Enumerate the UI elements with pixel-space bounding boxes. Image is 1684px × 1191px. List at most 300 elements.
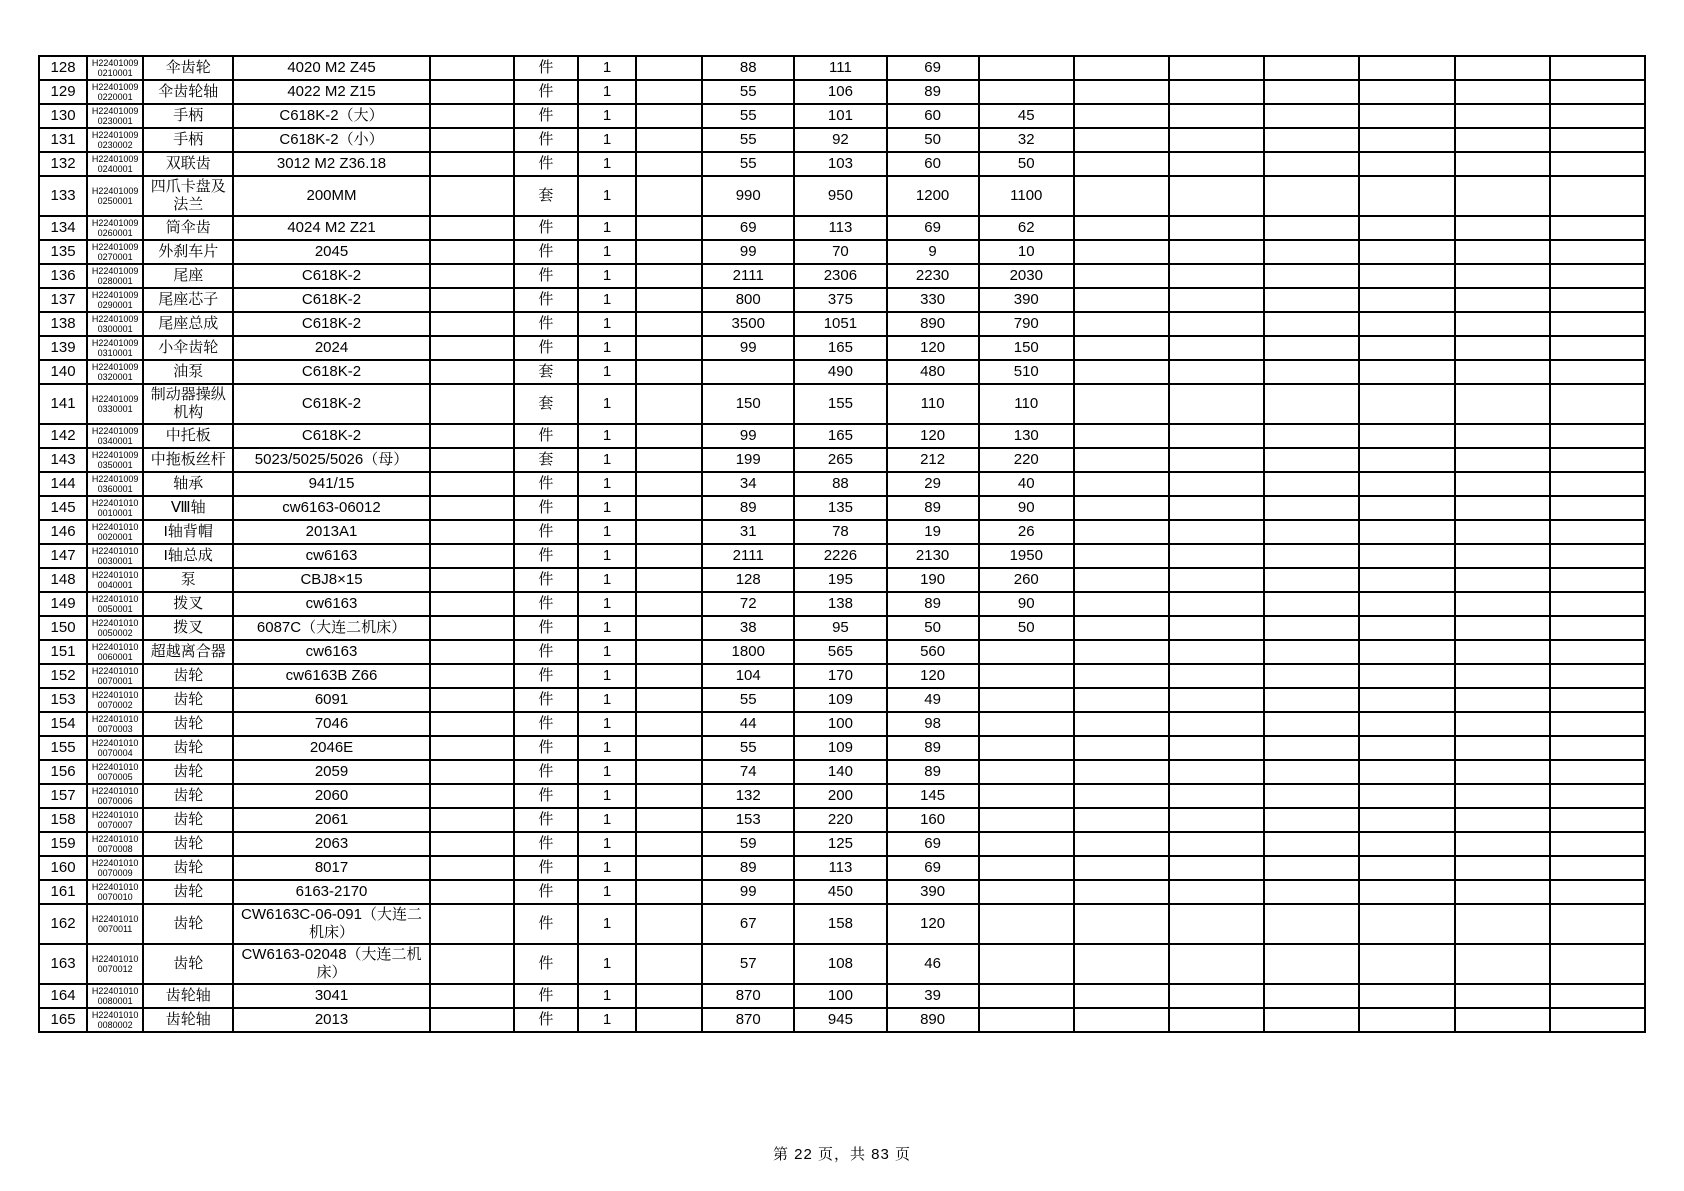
empty-cell: [1074, 640, 1169, 664]
empty-cell: [1169, 216, 1264, 240]
empty-cell: [1455, 448, 1550, 472]
price-2-cell: 78: [794, 520, 886, 544]
empty-cell: [636, 520, 702, 544]
part-code-line-1: H22401009: [91, 394, 139, 404]
empty-cell: [1550, 176, 1645, 216]
empty-cell: [636, 312, 702, 336]
part-name-cell: 手柄: [143, 128, 233, 152]
row-number-cell: 133: [39, 176, 87, 216]
unit-cell: 件: [514, 264, 578, 288]
row-number-cell: 152: [39, 664, 87, 688]
part-code-line-1: H22401010: [91, 1010, 139, 1020]
row-number-cell: 136: [39, 264, 87, 288]
price-4-cell: [979, 1008, 1074, 1032]
part-code-cell: [87, 424, 143, 448]
row-number-cell: 165: [39, 1008, 87, 1032]
table-row: [39, 312, 1645, 336]
part-name-cell: 齿轮: [143, 856, 233, 880]
empty-cell: [1359, 568, 1454, 592]
price-1-cell: 99: [702, 336, 794, 360]
empty-cell: [430, 288, 514, 312]
empty-cell: [1455, 688, 1550, 712]
empty-cell: [636, 808, 702, 832]
empty-cell: [1550, 128, 1645, 152]
empty-cell: [1074, 264, 1169, 288]
empty-cell: [1359, 520, 1454, 544]
empty-cell: [430, 544, 514, 568]
empty-cell: [636, 80, 702, 104]
empty-cell: [430, 944, 514, 984]
part-code-line-2: 0360001: [97, 484, 133, 494]
part-code-line-2: 0070008: [97, 844, 133, 854]
empty-cell: [1264, 216, 1359, 240]
empty-cell: [430, 240, 514, 264]
unit-cell: 件: [514, 80, 578, 104]
quantity-cell: 1: [578, 664, 636, 688]
empty-cell: [1264, 616, 1359, 640]
price-1-cell: 150: [702, 384, 794, 424]
part-spec-cell: C618K-2（大）: [233, 104, 429, 128]
empty-cell: [1074, 240, 1169, 264]
part-spec-cell: C618K-2: [233, 264, 429, 288]
part-code-line-1: H22401010: [91, 522, 139, 532]
empty-cell: [1074, 520, 1169, 544]
quantity-cell: 1: [578, 152, 636, 176]
empty-cell: [1169, 568, 1264, 592]
part-code-line-1: H22401010: [91, 858, 139, 868]
part-code-cell: [87, 712, 143, 736]
empty-cell: [1550, 856, 1645, 880]
empty-cell: [1169, 640, 1264, 664]
unit-cell: 件: [514, 904, 578, 944]
empty-cell: [430, 472, 514, 496]
price-1-cell: 990: [702, 176, 794, 216]
empty-cell: [1169, 472, 1264, 496]
part-name-cell: 齿轮: [143, 688, 233, 712]
price-4-cell: [979, 664, 1074, 688]
price-2-cell: 135: [794, 496, 886, 520]
empty-cell: [1359, 384, 1454, 424]
empty-cell: [1455, 128, 1550, 152]
price-3-cell: 46: [887, 944, 979, 984]
part-code-line-1: H22401010: [91, 738, 139, 748]
empty-cell: [1264, 360, 1359, 384]
unit-cell: 件: [514, 1008, 578, 1032]
price-4-cell: 220: [979, 448, 1074, 472]
row-number-cell: 143: [39, 448, 87, 472]
part-name-cell: 双联齿: [143, 152, 233, 176]
price-3-cell: 89: [887, 592, 979, 616]
part-code-cell: [87, 216, 143, 240]
empty-cell: [1264, 832, 1359, 856]
price-2-cell: 109: [794, 688, 886, 712]
part-code-line-1: H22401009: [91, 58, 139, 68]
empty-cell: [430, 568, 514, 592]
empty-cell: [1264, 712, 1359, 736]
price-1-cell: 1800: [702, 640, 794, 664]
table-row: [39, 712, 1645, 736]
price-4-cell: [979, 688, 1074, 712]
empty-cell: [636, 152, 702, 176]
empty-cell: [1550, 384, 1645, 424]
empty-cell: [1455, 664, 1550, 688]
empty-cell: [1550, 664, 1645, 688]
price-3-cell: 2230: [887, 264, 979, 288]
part-name-cell: 超越离合器: [143, 640, 233, 664]
empty-cell: [636, 544, 702, 568]
part-code-cell: [87, 56, 143, 80]
part-spec-cell: 2046E: [233, 736, 429, 760]
empty-cell: [1455, 152, 1550, 176]
part-spec-cell: C618K-2: [233, 312, 429, 336]
part-code-line-1: H22401010: [91, 786, 139, 796]
empty-cell: [1169, 384, 1264, 424]
part-code-cell: [87, 240, 143, 264]
unit-cell: 件: [514, 808, 578, 832]
unit-cell: 件: [514, 856, 578, 880]
unit-cell: 件: [514, 664, 578, 688]
price-4-cell: [979, 736, 1074, 760]
part-code-line-2: 0320001: [97, 372, 133, 382]
part-code-line-1: H22401009: [91, 218, 139, 228]
empty-cell: [1074, 856, 1169, 880]
part-code-cell: [87, 664, 143, 688]
price-2-cell: 103: [794, 152, 886, 176]
part-spec-cell: 2059: [233, 760, 429, 784]
price-2-cell: 70: [794, 240, 886, 264]
part-spec-cell: 2063: [233, 832, 429, 856]
empty-cell: [1264, 568, 1359, 592]
price-2-cell: 165: [794, 424, 886, 448]
price-1-cell: 2111: [702, 544, 794, 568]
part-code-line-2: 0270001: [97, 252, 133, 262]
table-row: [39, 264, 1645, 288]
part-name-cell: 轴承: [143, 472, 233, 496]
part-spec-cell: 2013: [233, 1008, 429, 1032]
price-3-cell: 160: [887, 808, 979, 832]
part-code-line-1: H22401009: [91, 362, 139, 372]
price-1-cell: 31: [702, 520, 794, 544]
part-code-cell: [87, 128, 143, 152]
row-number-cell: 157: [39, 784, 87, 808]
part-code-line-2: 0070009: [97, 868, 133, 878]
empty-cell: [430, 856, 514, 880]
price-1-cell: 57: [702, 944, 794, 984]
row-number-cell: 156: [39, 760, 87, 784]
price-1-cell: 88: [702, 56, 794, 80]
price-4-cell: [979, 640, 1074, 664]
price-3-cell: 2130: [887, 544, 979, 568]
part-name-cell: 拨叉: [143, 592, 233, 616]
quantity-cell: 1: [578, 616, 636, 640]
part-code-line-1: H22401010: [91, 834, 139, 844]
empty-cell: [636, 664, 702, 688]
page-number-footer: 第 22 页，共 83 页: [772, 1146, 912, 1163]
price-4-cell: 50: [979, 152, 1074, 176]
price-3-cell: 110: [887, 384, 979, 424]
part-code-line-2: 0280001: [97, 276, 133, 286]
part-code-line-2: 0250001: [97, 196, 133, 206]
empty-cell: [1550, 336, 1645, 360]
price-1-cell: 128: [702, 568, 794, 592]
empty-cell: [1264, 520, 1359, 544]
table-row: [39, 760, 1645, 784]
price-2-cell: 155: [794, 384, 886, 424]
price-2-cell: 88: [794, 472, 886, 496]
table-row: [39, 904, 1645, 944]
table-row: [39, 856, 1645, 880]
empty-cell: [1074, 496, 1169, 520]
quantity-cell: 1: [578, 360, 636, 384]
part-name-cell: 筒伞齿: [143, 216, 233, 240]
price-4-cell: [979, 984, 1074, 1008]
empty-cell: [1455, 264, 1550, 288]
part-code-line-1: H22401010: [91, 810, 139, 820]
empty-cell: [1264, 264, 1359, 288]
price-3-cell: 50: [887, 616, 979, 640]
empty-cell: [1074, 784, 1169, 808]
part-name-cell: 制动器操纵机构: [143, 384, 233, 424]
part-code-line-2: 0230002: [97, 140, 133, 150]
part-code-cell: [87, 496, 143, 520]
empty-cell: [1455, 736, 1550, 760]
part-spec-cell: CW6163-02048（大连二机床）: [233, 944, 429, 984]
part-code-line-2: 0070001: [97, 676, 133, 686]
empty-cell: [1264, 472, 1359, 496]
empty-cell: [1074, 128, 1169, 152]
row-number-cell: 163: [39, 944, 87, 984]
part-code-line-2: 0230001: [97, 116, 133, 126]
empty-cell: [1455, 216, 1550, 240]
part-spec-cell: C618K-2（小）: [233, 128, 429, 152]
empty-cell: [1359, 904, 1454, 944]
price-1-cell: 870: [702, 984, 794, 1008]
table-row: [39, 80, 1645, 104]
empty-cell: [1169, 80, 1264, 104]
empty-cell: [1359, 688, 1454, 712]
empty-cell: [1359, 152, 1454, 176]
price-1-cell: 55: [702, 736, 794, 760]
empty-cell: [636, 128, 702, 152]
unit-cell: 套: [514, 360, 578, 384]
unit-cell: 件: [514, 736, 578, 760]
empty-cell: [1550, 1008, 1645, 1032]
quantity-cell: 1: [578, 336, 636, 360]
empty-cell: [1169, 1008, 1264, 1032]
empty-cell: [1074, 688, 1169, 712]
part-spec-cell: 7046: [233, 712, 429, 736]
part-code-line-2: 0340001: [97, 436, 133, 446]
part-spec-cell: 4020 M2 Z45: [233, 56, 429, 80]
price-4-cell: [979, 56, 1074, 80]
table-row: [39, 640, 1645, 664]
empty-cell: [1359, 496, 1454, 520]
quantity-cell: 1: [578, 496, 636, 520]
empty-cell: [1074, 808, 1169, 832]
empty-cell: [1169, 592, 1264, 616]
price-2-cell: 101: [794, 104, 886, 128]
price-3-cell: 1200: [887, 176, 979, 216]
empty-cell: [430, 384, 514, 424]
part-code-line-1: H22401010: [91, 762, 139, 772]
empty-cell: [1550, 264, 1645, 288]
row-number-cell: 160: [39, 856, 87, 880]
price-3-cell: 480: [887, 360, 979, 384]
quantity-cell: 1: [578, 832, 636, 856]
part-code-line-1: H22401009: [91, 130, 139, 140]
empty-cell: [1169, 448, 1264, 472]
unit-cell: 件: [514, 944, 578, 984]
quantity-cell: 1: [578, 56, 636, 80]
empty-cell: [1074, 832, 1169, 856]
price-3-cell: 60: [887, 104, 979, 128]
empty-cell: [1074, 1008, 1169, 1032]
part-code-cell: [87, 1008, 143, 1032]
price-2-cell: 450: [794, 880, 886, 904]
part-spec-cell: 2045: [233, 240, 429, 264]
empty-cell: [636, 336, 702, 360]
empty-cell: [1455, 312, 1550, 336]
quantity-cell: 1: [578, 984, 636, 1008]
part-name-cell: 伞齿轮: [143, 56, 233, 80]
price-3-cell: 120: [887, 904, 979, 944]
empty-cell: [1359, 312, 1454, 336]
empty-cell: [430, 496, 514, 520]
price-4-cell: 390: [979, 288, 1074, 312]
price-4-cell: [979, 760, 1074, 784]
empty-cell: [1074, 384, 1169, 424]
empty-cell: [1455, 472, 1550, 496]
empty-cell: [430, 448, 514, 472]
empty-cell: [636, 384, 702, 424]
empty-cell: [430, 360, 514, 384]
empty-cell: [1550, 288, 1645, 312]
empty-cell: [636, 496, 702, 520]
quantity-cell: 1: [578, 240, 636, 264]
quantity-cell: 1: [578, 312, 636, 336]
empty-cell: [1359, 808, 1454, 832]
part-code-line-2: 0330001: [97, 404, 133, 414]
empty-cell: [1169, 424, 1264, 448]
empty-cell: [1455, 640, 1550, 664]
empty-cell: [1074, 176, 1169, 216]
price-4-cell: 45: [979, 104, 1074, 128]
unit-cell: 件: [514, 592, 578, 616]
empty-cell: [430, 336, 514, 360]
empty-cell: [1264, 496, 1359, 520]
price-2-cell: 138: [794, 592, 886, 616]
empty-cell: [1359, 240, 1454, 264]
empty-cell: [1359, 592, 1454, 616]
part-spec-cell: C618K-2: [233, 384, 429, 424]
row-number-cell: 159: [39, 832, 87, 856]
part-name-cell: 齿轮: [143, 904, 233, 944]
table-row: [39, 808, 1645, 832]
empty-cell: [1359, 1008, 1454, 1032]
empty-cell: [1359, 640, 1454, 664]
table-row: [39, 336, 1645, 360]
part-code-line-1: H22401009: [91, 314, 139, 324]
price-1-cell: 74: [702, 760, 794, 784]
price-2-cell: 565: [794, 640, 886, 664]
empty-cell: [1169, 240, 1264, 264]
empty-cell: [430, 808, 514, 832]
empty-cell: [1264, 152, 1359, 176]
empty-cell: [1074, 880, 1169, 904]
empty-cell: [1074, 472, 1169, 496]
table-row: [39, 288, 1645, 312]
empty-cell: [1169, 176, 1264, 216]
empty-cell: [1359, 104, 1454, 128]
price-4-cell: 130: [979, 424, 1074, 448]
empty-cell: [1169, 760, 1264, 784]
empty-cell: [1359, 944, 1454, 984]
row-number-cell: 146: [39, 520, 87, 544]
part-spec-cell: 4022 M2 Z15: [233, 80, 429, 104]
part-name-cell: 外刹车片: [143, 240, 233, 264]
empty-cell: [1550, 152, 1645, 176]
part-code-line-1: H22401009: [91, 338, 139, 348]
row-number-cell: 151: [39, 640, 87, 664]
row-number-cell: 132: [39, 152, 87, 176]
empty-cell: [1169, 808, 1264, 832]
part-code-line-1: H22401010: [91, 690, 139, 700]
price-3-cell: 19: [887, 520, 979, 544]
part-code-cell: [87, 80, 143, 104]
part-code-line-2: 0030001: [97, 556, 133, 566]
empty-cell: [430, 80, 514, 104]
empty-cell: [636, 784, 702, 808]
part-code-line-1: H22401009: [91, 450, 139, 460]
empty-cell: [1550, 472, 1645, 496]
row-number-cell: 129: [39, 80, 87, 104]
part-code-cell: [87, 176, 143, 216]
empty-cell: [1455, 424, 1550, 448]
quantity-cell: 1: [578, 288, 636, 312]
price-1-cell: 55: [702, 128, 794, 152]
part-name-cell: 齿轮: [143, 832, 233, 856]
empty-cell: [1169, 856, 1264, 880]
part-code-line-2: 0260001: [97, 228, 133, 238]
empty-cell: [1169, 520, 1264, 544]
price-1-cell: 99: [702, 424, 794, 448]
part-spec-cell: 6163-2170: [233, 880, 429, 904]
part-code-cell: [87, 688, 143, 712]
part-code-cell: [87, 264, 143, 288]
empty-cell: [1074, 424, 1169, 448]
table-row: [39, 736, 1645, 760]
price-4-cell: 510: [979, 360, 1074, 384]
row-number-cell: 148: [39, 568, 87, 592]
empty-cell: [1074, 360, 1169, 384]
price-3-cell: 49: [887, 688, 979, 712]
empty-cell: [1550, 784, 1645, 808]
empty-cell: [1359, 288, 1454, 312]
part-name-cell: I轴总成: [143, 544, 233, 568]
price-4-cell: 150: [979, 336, 1074, 360]
table-row: [39, 216, 1645, 240]
part-name-cell: 齿轮: [143, 664, 233, 688]
price-4-cell: 790: [979, 312, 1074, 336]
empty-cell: [1264, 640, 1359, 664]
part-code-cell: [87, 944, 143, 984]
empty-cell: [430, 104, 514, 128]
quantity-cell: 1: [578, 592, 636, 616]
part-name-cell: 齿轮: [143, 760, 233, 784]
price-2-cell: 108: [794, 944, 886, 984]
quantity-cell: 1: [578, 264, 636, 288]
row-number-cell: 144: [39, 472, 87, 496]
